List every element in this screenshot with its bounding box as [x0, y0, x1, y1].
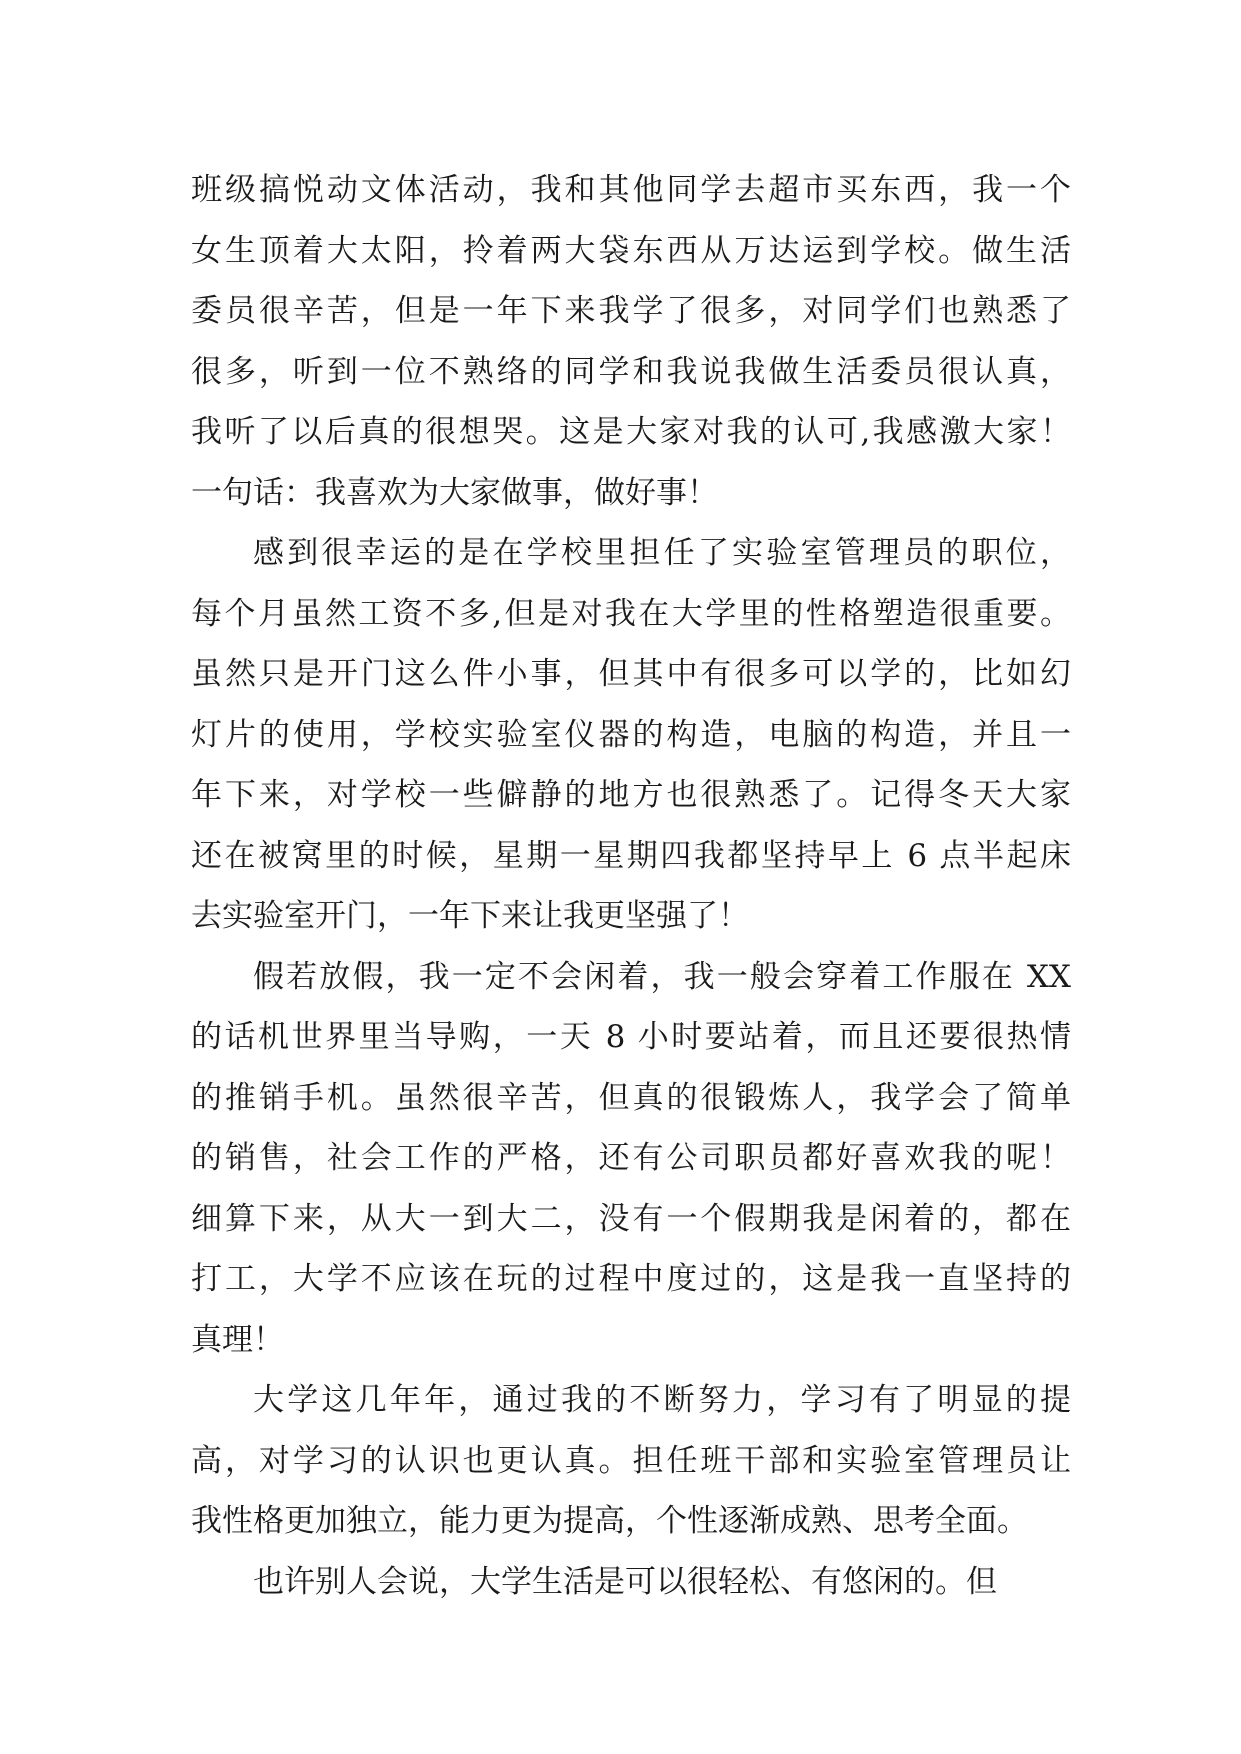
text-line: 也许别人会说，大学生活是可以很轻松、有悠闲的。但: [253, 1563, 997, 1600]
text-line: 高，对学习的认识也更认真。担任班干部和实验室管理员让: [191, 1442, 1071, 1479]
text-line: 女生顶着大太阳，拎着两大袋东西从万达运到学校。做生活: [191, 232, 1071, 269]
text-line: 我性格更加独立，能力更为提高，个性逐渐成熟、思考全面。: [191, 1503, 1028, 1539]
text-line: 很多，听到一位不熟络的同学和我说我做生活委员很认真，: [191, 353, 1071, 390]
text-line: 一句话：我喜欢为大家做事，做好事！: [191, 474, 718, 511]
text-line: 细算下来，从大一到大二，没有一个假期我是闲着的，都在: [191, 1200, 1071, 1237]
document-body: [191, 160, 1071, 1612]
text-line: 的话机世界里当导购，一天 8 小时要站着，而且还要很热情: [191, 1019, 1071, 1055]
text-line: 感到很幸运的是在学校里担任了实验室管理员的职位，: [253, 535, 1071, 571]
text-line: 委员很辛苦，但是一年下来我学了很多，对同学们也熟悉了: [191, 293, 1071, 329]
text-line: 打工，大学不应该在玩的过程中度过的，这是我一直坚持的: [191, 1261, 1071, 1297]
text-line: 虽然只是开门这么件小事，但其中有很多可以学的，比如幻: [191, 656, 1071, 692]
text-line: 假若放假，我一定不会闲着，我一般会穿着工作服在 XX: [253, 958, 1071, 995]
text-line: 的销售，社会工作的严格，还有公司职员都好喜欢我的呢！: [191, 1140, 1071, 1176]
text-line: 灯片的使用，学校实验室仪器的构造，电脑的构造，并且一: [191, 716, 1071, 753]
text-line: 还在被窝里的时候，星期一星期四我都坚持早上 6 点半起床: [191, 837, 1071, 874]
text-line: 我听了以后真的很想哭。这是大家对我的认可,我感激大家！: [191, 414, 1071, 450]
text-line: 年下来，对学校一些僻静的地方也很熟悉了。记得冬天大家: [191, 777, 1071, 813]
text-line: 班级搞悦动文体活动，我和其他同学去超市买东西，我一个: [191, 172, 1071, 208]
text-line: 真理！: [191, 1321, 284, 1358]
text-line: 大学这几年年，通过我的不断努力，学习有了明显的提: [253, 1382, 1071, 1418]
text-line: 去实验室开门，一年下来让我更坚强了！: [191, 898, 749, 934]
text-line: 的推销手机。虽然很辛苦，但真的很锻炼人，我学会了简单: [191, 1079, 1071, 1116]
text-line: 每个月虽然工资不多,但是对我在大学里的性格塑造很重要。: [191, 595, 1071, 632]
